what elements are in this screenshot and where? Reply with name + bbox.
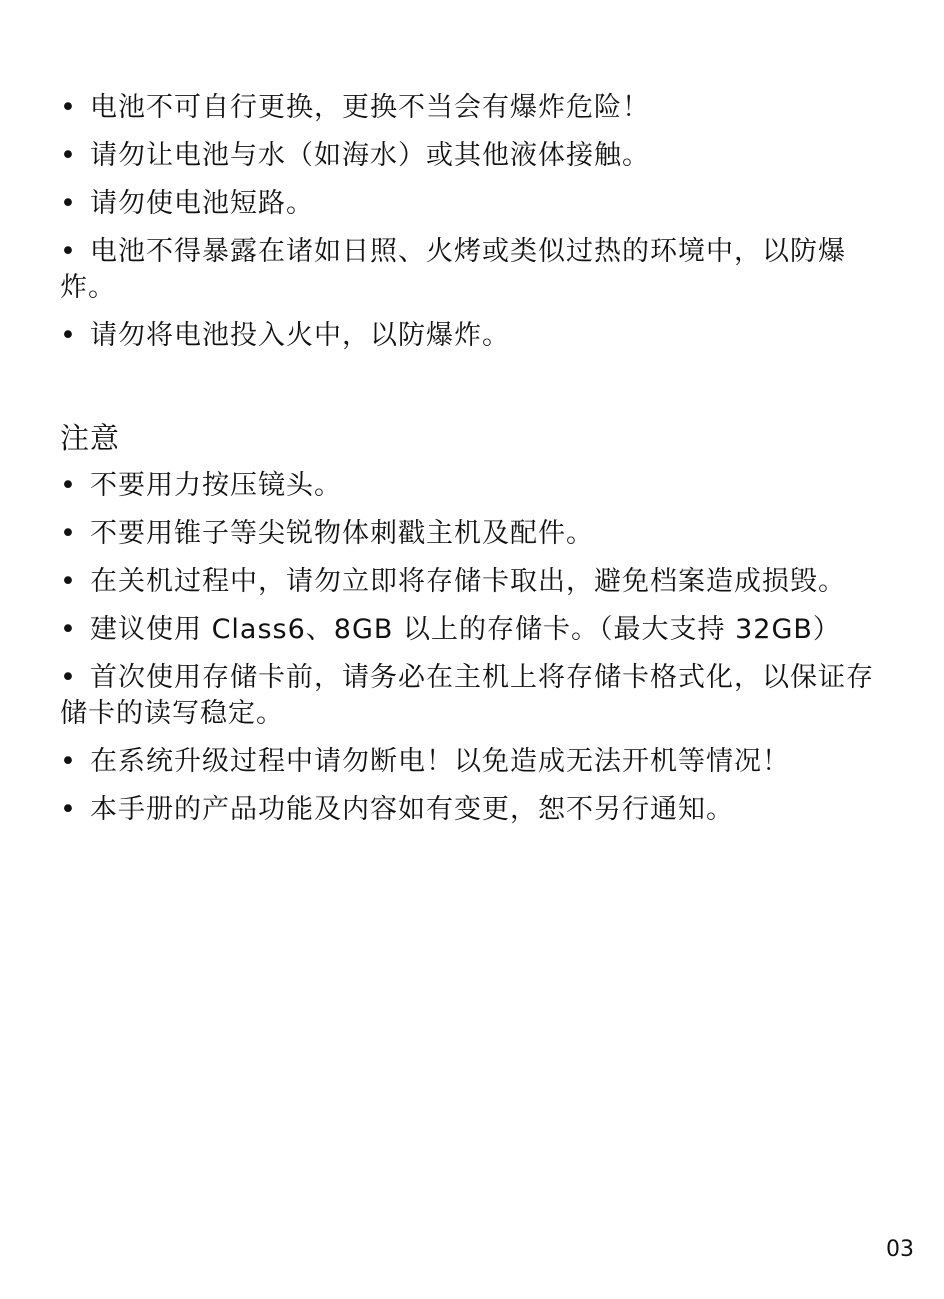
list-item: [60, 564, 882, 600]
list-item: [60, 468, 882, 504]
bullet-icon: •: [60, 236, 77, 267]
list-item-text: 在系统升级过程中请勿断电！以免造成无法开机等情况！: [90, 746, 790, 777]
bullet-icon: •: [60, 140, 77, 171]
list-item-text: 请勿将电池投入火中，以防爆炸。: [90, 320, 510, 351]
bullet-icon: •: [60, 794, 77, 825]
bullet-icon: •: [60, 470, 77, 501]
bullet-icon: •: [60, 746, 77, 777]
bullet-icon: •: [60, 662, 77, 693]
bullet-icon: •: [60, 566, 77, 597]
list-item-text: 请勿使电池短路。: [90, 188, 314, 219]
list-item-text: 电池不得暴露在诸如日照、火烤或类似过热的环境中，以防爆炸。: [60, 236, 846, 303]
list-item: [60, 90, 882, 126]
battery-warning-list: [60, 90, 882, 366]
page-number: 03: [886, 1237, 914, 1262]
list-item: [60, 744, 882, 780]
bullet-icon: •: [60, 614, 77, 645]
list-item-text: 不要用锥子等尖锐物体刺戳主机及配件。: [90, 518, 594, 549]
caution-title: 注意: [60, 421, 121, 455]
list-item: [60, 792, 882, 828]
list-item: [60, 612, 882, 648]
list-item-text: 在关机过程中，请勿立即将存储卡取出，避免档案造成损毁。: [90, 566, 846, 597]
list-item-text: 电池不可自行更换，更换不当会有爆炸危险！: [90, 92, 650, 123]
list-item-text: 不要用力按压镜头。: [90, 470, 342, 501]
list-item: [60, 234, 882, 306]
caution-list: [60, 468, 882, 840]
bullet-icon: •: [60, 320, 77, 351]
bullet-icon: •: [60, 92, 77, 123]
list-item: [60, 660, 882, 732]
list-item: [60, 186, 882, 222]
list-item-text: 首次使用存储卡前，请务必在主机上将存储卡格式化，以保证存储卡的读写稳定。: [60, 662, 874, 729]
list-item: [60, 516, 882, 552]
list-item-text: 请勿让电池与水（如海水）或其他液体接触。: [90, 140, 650, 171]
bullet-icon: •: [60, 518, 77, 549]
bullet-icon: •: [60, 188, 77, 219]
list-item-text: 建议使用 Class6、8GB 以上的存储卡。（最大支持 32GB）: [90, 614, 841, 645]
list-item: [60, 138, 882, 174]
list-item-text: 本手册的产品功能及内容如有变更，恕不另行通知。: [90, 794, 734, 825]
list-item: [60, 318, 882, 354]
